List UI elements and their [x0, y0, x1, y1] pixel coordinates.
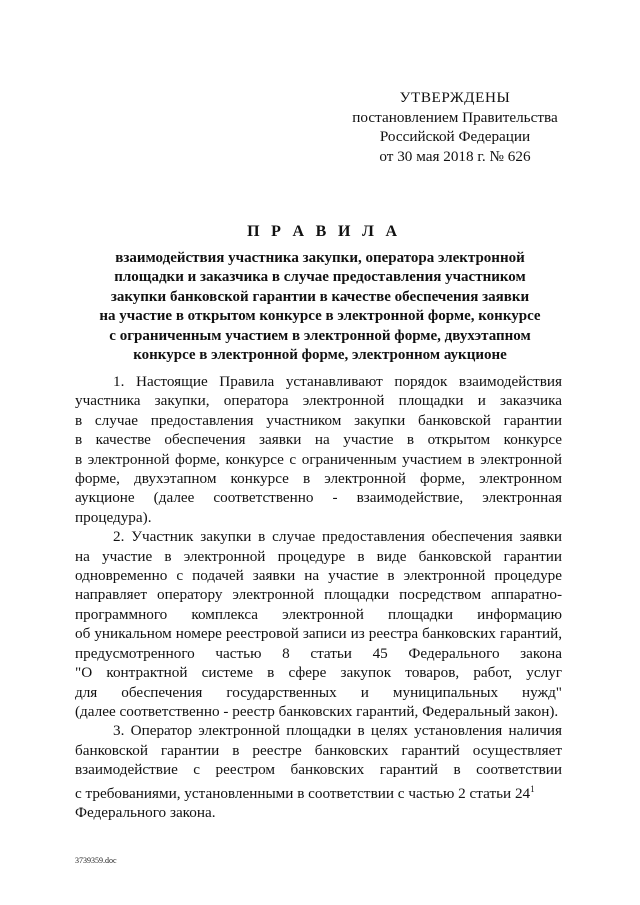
text-line: 2. Участник закупки в случае предоставления обеспечения заявки	[113, 528, 562, 546]
text-line-with-sup	[75, 780, 562, 803]
text-line: форме, двухэтапном конкурсе в электронной форме, электронном	[75, 470, 562, 488]
text-line: об уникальном номере реестровой записи из реестра банковских гарантий,	[75, 625, 562, 643]
document-body	[75, 372, 562, 822]
subtitle-line: закупки банковской гарантии в качестве обеспечения заявки	[110, 288, 530, 305]
approval-block	[330, 88, 580, 166]
text-line: 3. Оператор электронной площадки в целях установления наличия	[113, 722, 562, 740]
text-line: одновременно с подачей заявки на участие в электронной процедуре	[75, 567, 562, 585]
document-subtitle	[60, 249, 580, 365]
paragraph-1	[75, 372, 562, 527]
text-line: с требованиями, установленными в соответствии с частью 2 статьи 24	[75, 784, 531, 802]
text-line: аукционе (далее соответственно - взаимодействие, электронная	[75, 489, 562, 507]
text-line: в электронной форме, конкурсе с ограниченным участием в электронной	[75, 450, 562, 468]
approval-heading: УТВЕРЖДЕНЫ	[399, 89, 511, 106]
subtitle-line: с ограниченным участием в электронной форме, двухэтапном	[109, 327, 531, 344]
paragraph-3	[75, 721, 562, 822]
text-line: Федерального закона.	[75, 803, 216, 821]
approval-line: постановлением Правительства	[352, 108, 558, 126]
file-footer: 3739359.doc	[75, 856, 117, 865]
text-line: 1. Настоящие Правила устанавливают порядок взаимодействия	[113, 373, 562, 390]
text-line: (далее соответственно - реестр банковских гарантий, Федеральный закон).	[75, 702, 559, 720]
text-line: направляет оператору электронной площадки посредством аппаратно-	[75, 586, 562, 604]
text-line: участника закупки, оператора электронной площадки и заказчика	[75, 392, 562, 410]
text-line: банковской гарантии в реестре банковских гарантий осуществляет	[75, 741, 562, 759]
subtitle-line: на участие в открытом конкурсе в электронной форме, конкурсе	[99, 308, 541, 325]
text-line: "О контрактной системе в сфере закупок товаров, работ, услуг	[75, 664, 562, 682]
text-line: программного комплекса электронной площадки информацию	[75, 605, 562, 623]
text-line: взаимодействие с реестром банковских гарантий в соответствии	[75, 761, 562, 779]
text-line: процедура).	[75, 508, 152, 526]
text-line: предусмотренного частью 8 статьи 45 Федерального закона	[75, 644, 562, 662]
superscript: 1	[530, 783, 535, 794]
approval-line: Российской Федерации	[379, 128, 531, 146]
text-line: в качестве обеспечения заявки на участие в открытом конкурсе	[75, 431, 562, 449]
text-line: для обеспечения государственных и муниципальных нужд"	[75, 683, 562, 701]
paragraph-2	[75, 527, 562, 721]
document-title: П Р А В И Л А	[247, 223, 401, 240]
subtitle-line: конкурсе в электронной форме, электронном аукционе	[133, 347, 507, 364]
subtitle-line: площадки и заказчика в случае предоставления участником	[114, 269, 526, 286]
text-line: в случае предоставления участником закупки банковской гарантии	[75, 411, 562, 429]
approval-line: от 30 мая 2018 г. № 626	[379, 147, 531, 165]
subtitle-line: взаимодействия участника закупки, оператора электронной	[115, 250, 525, 266]
text-line: на участие в электронной процедуре в виде банковской гарантии	[75, 547, 562, 565]
